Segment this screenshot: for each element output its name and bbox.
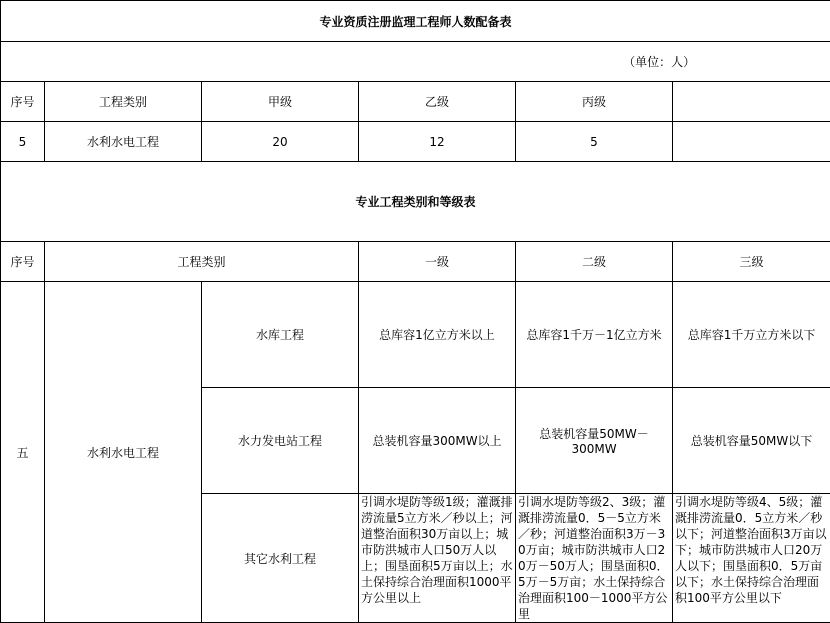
reservoir-level1: 总库容1亿立方米以上 — [359, 282, 516, 388]
subcategory-hydropower: 水力发电站工程 — [202, 388, 359, 494]
grade-header-row — [1, 242, 830, 282]
staffing-table-title: 专业资质注册监理工程师人数配备表 — [1, 1, 830, 42]
hydropower-level1: 总装机容量300MW以上 — [359, 388, 516, 494]
cell-category: 水利水电工程 — [45, 122, 202, 162]
other-level1: 引调水堤防等级1级；灌溉排涝流量5立方米／秒以上；河道整治面积30万亩以上；城市防洪城市人口50万人以上；围垦面积5万亩以上；水土保持综合治理面积1000平方公里以上 — [359, 494, 516, 623]
grade-header-no: 序号 — [1, 242, 45, 282]
header-grade-b: 乙级 — [359, 82, 516, 122]
header-empty — [673, 82, 830, 122]
header-grade-a: 甲级 — [202, 82, 359, 122]
staffing-data-row — [1, 122, 830, 162]
header-grade-c: 丙级 — [516, 82, 673, 122]
grade-cell-category: 水利水电工程 — [45, 282, 202, 623]
hydropower-level2: 总装机容量50MW－300MW — [516, 388, 673, 494]
reservoir-level3: 总库容1千万立方米以下 — [673, 282, 830, 388]
hydropower-level3: 总装机容量50MW以下 — [673, 388, 830, 494]
grade-header-level2: 二级 — [516, 242, 673, 282]
other-level3: 引调水堤防等级4、5级；灌溉排涝流量0．5立方米／秒以下；河道整治面积3万亩以下；城市防洪城市人口20万人以下；围垦面积0．5万亩以下；水土保持综合治理面积100平方公里以下 — [673, 494, 830, 623]
header-no: 序号 — [1, 82, 45, 122]
cell-empty — [673, 122, 830, 162]
grade-header-category: 工程类别 — [45, 242, 359, 282]
reservoir-level2: 总库容1千万－1亿立方米 — [516, 282, 673, 388]
cell-grade-c: 5 — [516, 122, 673, 162]
header-category: 工程类别 — [45, 82, 202, 122]
subcategory-other: 其它水利工程 — [202, 494, 359, 623]
cell-no: 5 — [1, 122, 45, 162]
grade-row-reservoir — [1, 282, 830, 388]
other-level2: 引调水堤防等级2、3级；灌溉排涝流量0．5－5立方米／秒；河道整治面积3万－30万亩；城市防洪城市人口20万－50万人；围垦面积0．5万－5万亩；水土保持综合治理面积100－1000平方公里 — [516, 494, 673, 623]
grade-table-title: 专业工程类别和等级表 — [1, 162, 830, 242]
grade-cell-no: 五 — [1, 282, 45, 623]
grade-header-level1: 一级 — [359, 242, 516, 282]
staffing-header-row — [1, 82, 830, 122]
subcategory-reservoir: 水库工程 — [202, 282, 359, 388]
unit-label: （单位：人） — [1, 42, 830, 82]
grade-header-level3: 三级 — [673, 242, 830, 282]
cell-grade-b: 12 — [359, 122, 516, 162]
cell-grade-a: 20 — [202, 122, 359, 162]
